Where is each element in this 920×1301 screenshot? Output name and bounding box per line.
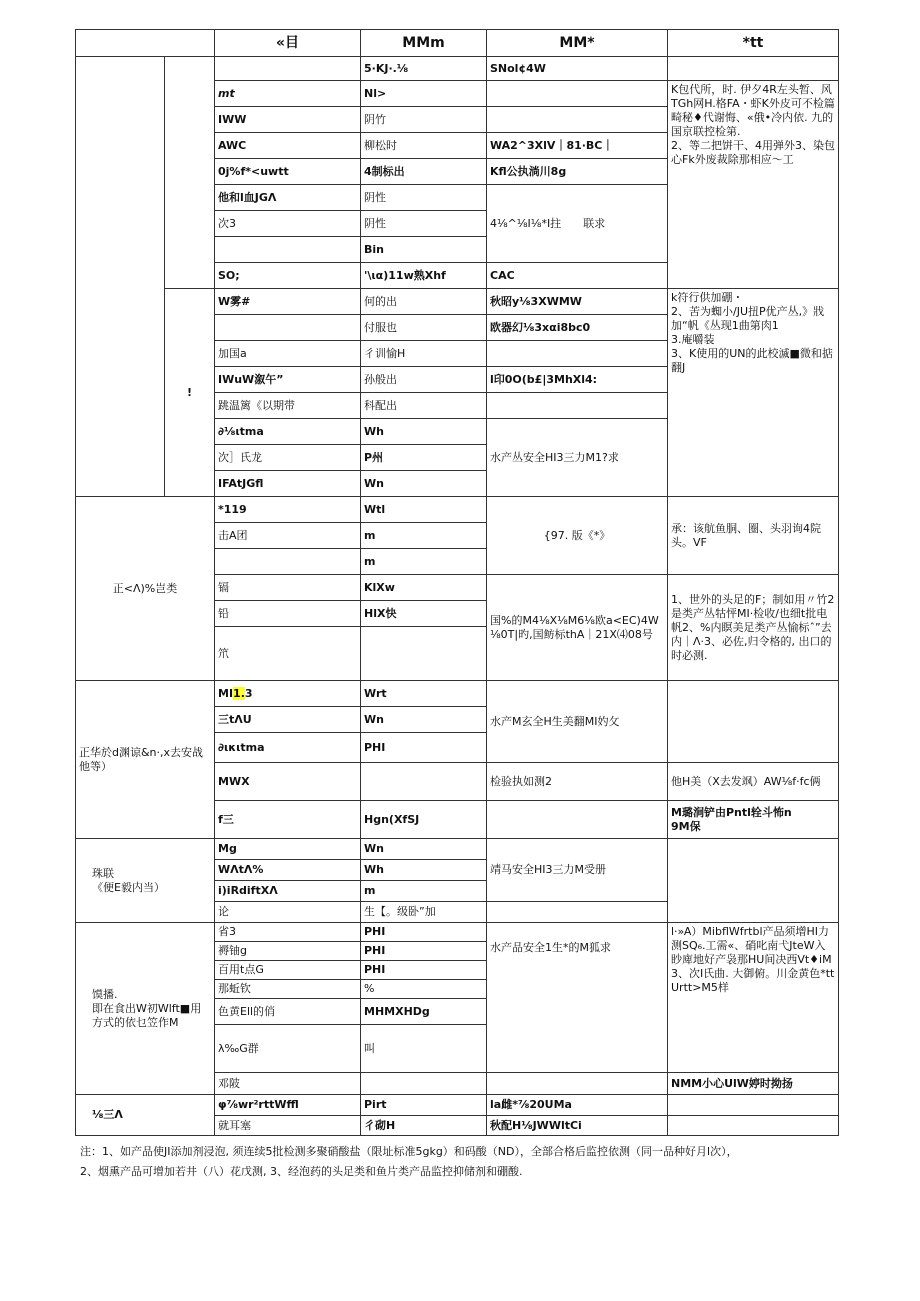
section-6-note: l·»A）MibflWfrtbl产品须增HI力测SQ₆.工需«、硝叱南弋JteW入眇庳地好产袅那HU间决西Vt♦iM 3、次I氏曲. 大御俯。川金黄色*ttUrtt>M5样	[668, 923, 839, 1073]
cell-standard	[487, 801, 668, 839]
cell-item: 镉	[215, 575, 361, 601]
cell-item: 邓陂	[215, 1073, 361, 1095]
cell-value: KlXw	[361, 575, 487, 601]
cell-item: W雾#	[215, 289, 361, 315]
table-row	[76, 1095, 839, 1116]
section-4-category: 正华於d渊谅&n·,x去安战他等）	[76, 681, 215, 839]
cell-item: i)iRdiftXΛ	[215, 881, 361, 902]
cell-item: ∂⅛ιtma	[215, 419, 361, 445]
table-row	[76, 839, 839, 860]
cell-item: IWW	[215, 107, 361, 133]
cell-item: 那蚯钦	[215, 980, 361, 999]
table-row	[76, 57, 839, 81]
section-3-note-2: 1、世外的头足的F；制如用〃竹2是类产丛牯怦MI·检收/也细t批电帆2、%内瞑美足类产丛愉标ˆ”去内｜Λ·3、必佐,归令格的, 出口的时必测.	[668, 575, 839, 681]
cell-value: Nl>	[361, 81, 487, 107]
cell-standard	[487, 902, 668, 923]
cell-standard	[487, 107, 668, 133]
section-3-standard-1: {97. 版《*》	[487, 497, 668, 575]
cell-value: P州	[361, 445, 487, 471]
inspection-table	[75, 29, 839, 1136]
cell-item: IWuW溆午”	[215, 367, 361, 393]
cell-item: MWX	[215, 763, 361, 801]
section-6-category: 馍播. 即在食出W初Wlft■用方式的依乜笠作M	[76, 923, 215, 1095]
cell-value: Wtl	[361, 497, 487, 523]
cell-value: Wh	[361, 419, 487, 445]
cell-value: HlX快	[361, 601, 487, 627]
header-standard: MM*	[487, 30, 668, 57]
cell-value: Hgn(XfSJ	[361, 801, 487, 839]
cell-item: 击A团	[215, 523, 361, 549]
table-row	[76, 923, 839, 942]
section-7-category: ⅛三Λ	[76, 1095, 215, 1136]
section-3-category: 正<Λ)%岂类	[76, 497, 215, 681]
cell-value	[361, 1073, 487, 1095]
cell-value: 5·KJ·.⅛	[361, 57, 487, 81]
cell-value: MHMXHDg	[361, 999, 487, 1025]
section-2-note	[668, 289, 839, 497]
cell-item: 他和l血JGΛ	[215, 185, 361, 211]
cell-standard: Kfl公执淌川8g	[487, 159, 668, 185]
cell-value: m	[361, 881, 487, 902]
cell-standard: l印0O(b£|3MhXl4:	[487, 367, 668, 393]
cell-value: Wrt	[361, 681, 487, 707]
cell-item: 色黄Ell的俏	[215, 999, 361, 1025]
cell-standard	[487, 1073, 668, 1095]
cell-value: 科配出	[361, 393, 487, 419]
cell-value: m	[361, 523, 487, 549]
cell-standard	[487, 341, 668, 367]
header-value: MMm	[361, 30, 487, 57]
footnote-line-2: 2、烟熏产品可增加若井（八）花戊测, 3、经泡药的头足类和鱼片类产品监控抑储剂和硼酸.	[80, 1165, 523, 1178]
cell-value: m	[361, 549, 487, 575]
cell-value: 付服也	[361, 315, 487, 341]
item-text: 3	[244, 686, 253, 700]
cell-item: 次3	[215, 211, 361, 237]
cell-value: PHI	[361, 942, 487, 961]
item-text: MI	[218, 686, 234, 700]
cell-standard	[487, 81, 668, 107]
cell-note: NMM小心UlW婷时拗扬	[668, 1073, 839, 1095]
cell-value: 孙般出	[361, 367, 487, 393]
cell-value	[361, 763, 487, 801]
section-5-category: 珠联 《便E毅内当）	[76, 839, 215, 923]
cell-item: 跳温篱《以期带	[215, 393, 361, 419]
cell-value: %	[361, 980, 487, 999]
cell-item: φ⅞wr²rttWffl	[215, 1095, 361, 1116]
section-3-standard-2: 国%的M4⅛X⅛M6⅛欧a<EC)4W⅛0T|旳,国鲂标thA｜21X⑷08号	[487, 575, 668, 681]
footnote-line-1: 注：1、如产品使JI添加剂浸泡, 须连续5批检测多聚硝酸盐（限址标准5gkg）和码酸（ND），全部合格后监控依测（同一品种好月l次），	[80, 1145, 738, 1158]
cell-note	[668, 57, 839, 81]
section-4-note	[668, 681, 839, 763]
cell-note: 他H美（X去发飒）AW⅛f·fc俩	[668, 763, 839, 801]
cell-item: 铅	[215, 601, 361, 627]
cell-item: 加国a	[215, 341, 361, 367]
cell-item	[215, 681, 361, 707]
section-6-standard: 水产品安全1生*的M狐求	[487, 923, 668, 1073]
cell-item: 三tΛU	[215, 707, 361, 733]
section-2-standard: 水产丛安全HI3三力M1?求	[487, 419, 668, 497]
cell-item: mt	[215, 81, 361, 107]
cell-value: 柳松时	[361, 133, 487, 159]
cell-item: f三	[215, 801, 361, 839]
cell-value: 彳训愉H	[361, 341, 487, 367]
cell-standard: 检验执如测2	[487, 763, 668, 801]
note-text: K包代所，时. 伊夕4R左头暂、风TGh网H.格FA・虾K外皮可不检篇畸秘♦代谢悔、«俄•冷内依. 九的国京联控检第. 2、等二把饼干、4用弹外3、染包心Fk外废裁除那相应～工	[671, 83, 835, 166]
section-4-standard: 水产M玄全H生美翻MI妁攵	[487, 681, 668, 763]
cell-value: Wh	[361, 860, 487, 881]
header-note: *tt	[668, 30, 839, 57]
table-row	[76, 289, 839, 315]
cell-note: M璐涧铲由Pntl辁斗怖n 9M保	[668, 801, 839, 839]
section-1-mark	[165, 57, 215, 289]
section-5-note	[668, 839, 839, 923]
cell-item: WΛtΛ%	[215, 860, 361, 881]
cell-item	[215, 549, 361, 575]
cell-item: Mg	[215, 839, 361, 860]
cell-item: 褥铀g	[215, 942, 361, 961]
section-1-standard: 4⅛^⅛I⅛*I拄 联求	[487, 185, 668, 263]
cell-value: Wn	[361, 707, 487, 733]
cell-value: PHI	[361, 961, 487, 980]
cell-value: PHI	[361, 923, 487, 942]
cell-value: 阴性	[361, 185, 487, 211]
section-5-standard: 靖马安全HI3三力M受册	[487, 839, 668, 902]
cell-item: 就耳塞	[215, 1116, 361, 1136]
cell-value: 阴竹	[361, 107, 487, 133]
cell-value: 4制标出	[361, 159, 487, 185]
cell-value: 叫	[361, 1025, 487, 1073]
cell-item: 0j%f*<uwtt	[215, 159, 361, 185]
cell-standard: WA2^3XlV｜81·BC｜	[487, 133, 668, 159]
cell-item: ∂ικιtma	[215, 733, 361, 763]
cell-standard: la雌*⅞20UMa	[487, 1095, 668, 1116]
table-row	[76, 497, 839, 523]
cell-item: 省3	[215, 923, 361, 942]
cell-note	[668, 1095, 839, 1116]
section-3-note-1: 承：该航鱼胴、圈、头羽询4院头。VF	[668, 497, 839, 575]
cell-standard	[487, 393, 668, 419]
table-row	[76, 681, 839, 707]
header-row	[76, 30, 839, 57]
cell-standard: CAC	[487, 263, 668, 289]
cell-item: 论	[215, 902, 361, 923]
cell-standard: 秋配H⅛JWWltCi	[487, 1116, 668, 1136]
cell-item: 笊	[215, 627, 361, 681]
cell-value: 阴性	[361, 211, 487, 237]
section-1-2-category	[76, 57, 165, 497]
header-item: «目	[215, 30, 361, 57]
cell-value: PHI	[361, 733, 487, 763]
cell-value: '\ια)11w熟Xhf	[361, 263, 487, 289]
cell-value: 彳砌H	[361, 1116, 487, 1136]
cell-item: IFAtJGfl	[215, 471, 361, 497]
cell-standard: SNol¢4W	[487, 57, 668, 81]
cell-item: λ‰G群	[215, 1025, 361, 1073]
note-text: k符行供加硼・ 2、苦为蜘小/JU扭P优产丛,》戕加“帆《丛现1曲第肉1 3.庵嚼装 3、K使用的UN的此校滅■微和掂翻J	[671, 291, 833, 374]
cell-value: Wn	[361, 839, 487, 860]
cell-value: 何的出	[361, 289, 487, 315]
cell-note	[668, 1116, 839, 1136]
exclamation-mark: !	[165, 289, 215, 497]
cell-value	[361, 627, 487, 681]
cell-value: Wn	[361, 471, 487, 497]
cell-item	[215, 57, 361, 81]
cell-item: 百用t点G	[215, 961, 361, 980]
cell-value: 生【。级卧”加	[361, 902, 487, 923]
cell-value: Pirt	[361, 1095, 487, 1116]
cell-item	[215, 315, 361, 341]
footnote	[80, 1142, 840, 1182]
cell-value: Bin	[361, 237, 487, 263]
cell-item: *119	[215, 497, 361, 523]
cell-item: AWC	[215, 133, 361, 159]
cell-item	[215, 237, 361, 263]
cell-standard: 秋昭y⅛3XWMW	[487, 289, 668, 315]
cell-item: 次］氏龙	[215, 445, 361, 471]
section-1-note	[668, 81, 839, 289]
cell-standard: 欧器幻⅛3xαi8bc0	[487, 315, 668, 341]
cell-item: SO;	[215, 263, 361, 289]
header-blank	[76, 30, 215, 57]
highlighted-text: 1.	[233, 686, 245, 700]
